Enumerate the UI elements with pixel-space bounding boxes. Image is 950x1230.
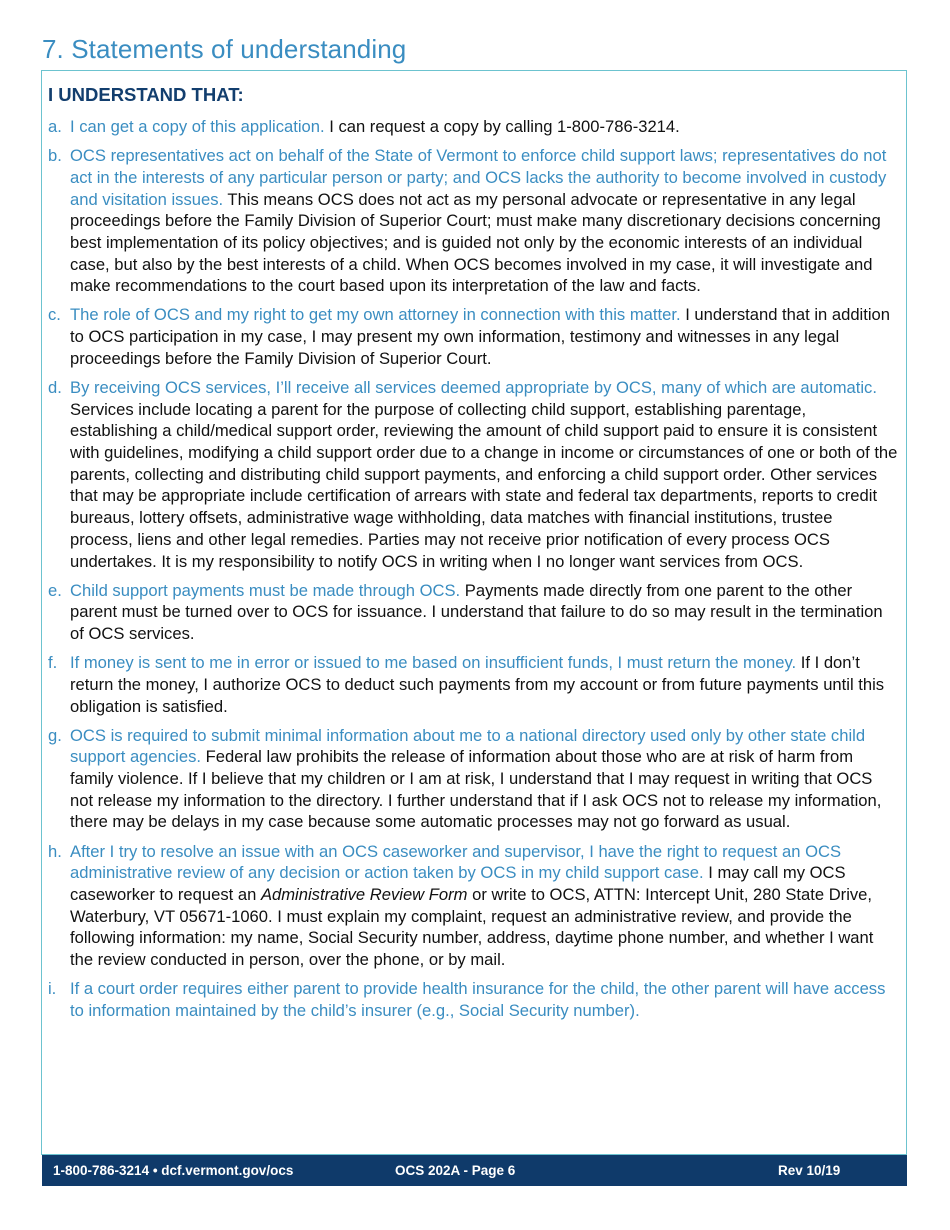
item-marker: e. [48, 580, 62, 600]
item-marker: b. [48, 146, 62, 166]
item-text: I understand that in addition to OCS participation in my case, I may present my own information, testimony and witnesses in any legal proceedings before the Family Division of Superior Court. [70, 305, 890, 368]
item-lead: After I try to resolve an issue with an OCS caseworker and supervisor, I have the right to request an OCS administrative review of any decision or action taken by OCS in my child support case. [70, 841, 842, 883]
footer-revision: Rev 10/19 [778, 1163, 841, 1178]
box-heading: I UNDERSTAND THAT: [48, 84, 244, 105]
item-lead: OCS is required to submit minimal information about me to a national directory used only by other state child support agencies. [70, 725, 866, 767]
statement-item-a [48, 116, 898, 138]
item-lead: The role of OCS and my right to get my own attorney in connection with this matter. [70, 305, 681, 325]
item-text-post: or write to OCS, ATTN: Intercept Unit, 280 State Drive, Waterbury, VT 05671-1060. I must explain my complaint, request an administrative review, and provide the following information: my name, Social Security number, address, daytime phone number, and whether I want the review conducted in person, over the phone, or by mail. [70, 884, 874, 970]
statement-item-d [48, 377, 898, 572]
statement-item-c [48, 304, 898, 369]
item-marker: g. [48, 725, 62, 745]
form-name: Administrative Review Form [260, 884, 468, 904]
statement-item-h [48, 841, 898, 971]
page-footer [42, 1155, 907, 1186]
item-text: If I don’t return the money, I authorize OCS to deduct such payments from my account or from future payments until this obligation is satisfied. [70, 653, 885, 716]
item-marker: f. [48, 653, 58, 673]
footer-form-page: OCS 202A - Page 6 [395, 1163, 516, 1178]
statements-list [48, 116, 898, 1029]
item-lead: By receiving OCS services, I’ll receive all services deemed appropriate by OCS, many of which are automatic. [70, 377, 877, 397]
item-text: I can request a copy by calling 1-800-786-3214. [324, 117, 680, 136]
item-marker: h. [48, 841, 62, 861]
item-marker: i. [48, 979, 57, 999]
section-title: 7. Statements of understanding [42, 34, 407, 64]
statement-item-i [48, 978, 898, 1021]
item-marker: c. [48, 305, 61, 325]
footer-contact: 1-800-786-3214 • dcf.vermont.gov/ocs [53, 1163, 294, 1178]
item-marker: d. [48, 377, 62, 397]
item-lead: I can get a copy of this application. [70, 117, 325, 136]
statement-item-f [48, 652, 898, 717]
statement-item-b [48, 145, 898, 297]
statement-item-g [48, 725, 898, 834]
item-lead: Child support payments must be made through OCS. [70, 580, 461, 600]
item-text-pre: I may call my OCS caseworker to request an [70, 863, 846, 904]
item-marker: a. [48, 117, 62, 136]
item-text: This means OCS does not act as my personal advocate or representative in any legal proceedings before the Family Division of Superior Court; must make many discretionary decisions concerning best implementation of its policy objectives; and is guided not only by the economic interests of an individual case, but also by the best interests of a child. When OCS becomes involved in my case, it will investigate and make recommendations to the court based upon its interpretation of the law and facts. [70, 189, 881, 296]
item-lead: If a court order requires either parent to provide health insurance for the child, the other parent will have access to information maintained by the child’s insurer (e.g., Social Security number). [70, 979, 886, 1020]
item-text: Payments made directly from one parent to the other parent must be turned over to OCS for issuance. I understand that failure to do so may result in the termination of OCS services. [70, 580, 883, 644]
item-text: Services include locating a parent for the purpose of collecting child support, establishing parentage, establishing a child/medical support order, reviewing the amount of child support paid to ensure it is consistent with guidelines, modifying a child support order due to a change in income or circumstances of one or both of the parents, collecting and distributing child support payments, and enforcing a child support order. Other services that may be appropriate include certification of arrears with state and federal tax departments, reports to credit bureaus, lottery offsets, administrative wage withholding, data matches with financial institutions, trustee process, liens and other legal remedies. Parties may not receive prior notification of every process OCS undertakes. It is my responsibility to notify OCS in writing when I no longer want services from OCS. [70, 399, 898, 571]
item-lead: OCS representatives act on behalf of the State of Vermont to enforce child support laws; representatives do not act in the interests of any particular person or party; and OCS lacks the authority to become involved in custody and visitation issues. [70, 146, 887, 209]
statement-item-e [48, 580, 898, 645]
item-text: Federal law prohibits the release of information about those who are at risk of harm from family violence. If I believe that my children or I am at risk, I understand that I may request in writing that OCS not release my information to the directory. I further understand that if I ask OCS not to release my information, there may be delays in my case because some automatic processes may not go forward as usual. [70, 747, 882, 832]
item-lead: If money is sent to me in error or issued to me based on insufficient funds, I must return the money. [70, 653, 797, 673]
